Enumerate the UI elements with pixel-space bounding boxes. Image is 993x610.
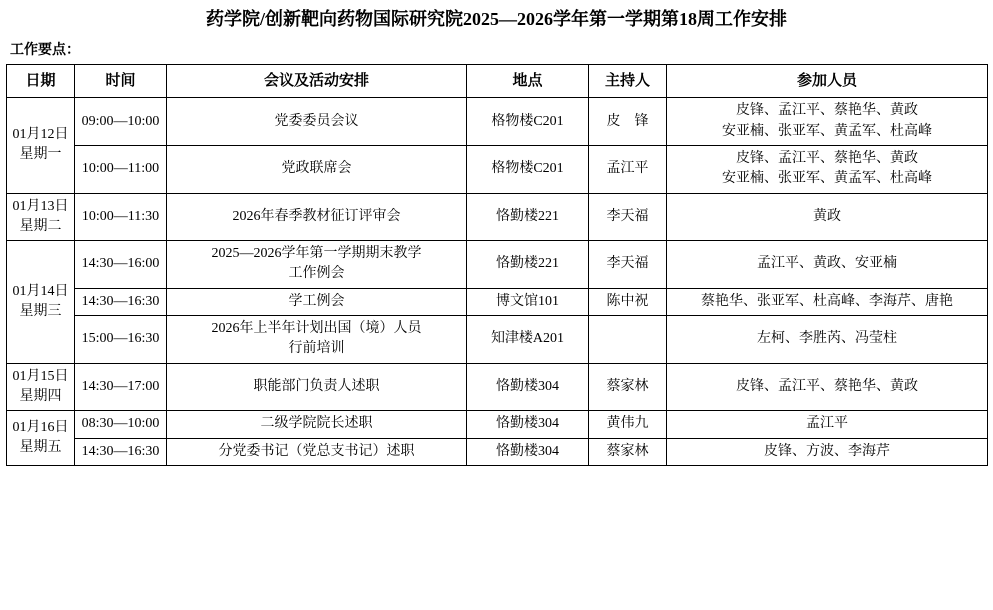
cell-people: 孟江平 xyxy=(667,411,988,438)
cell-date: 01月15日 星期四 xyxy=(7,363,75,411)
cell-meeting: 党委委员会议 xyxy=(167,98,467,146)
cell-people: 蔡艳华、张亚军、杜高峰、李海芹、唐艳 xyxy=(667,288,988,315)
column-header-place: 地点 xyxy=(467,65,589,98)
cell-time: 09:00—10:00 xyxy=(75,98,167,146)
cell-time: 14:30—16:00 xyxy=(75,241,167,289)
cell-time: 15:00—16:30 xyxy=(75,316,167,364)
table-row xyxy=(7,316,988,364)
cell-place: 恪勤楼304 xyxy=(467,438,589,465)
schedule-table xyxy=(6,64,988,465)
cell-host: 黄伟九 xyxy=(589,411,667,438)
cell-host xyxy=(589,316,667,364)
column-header-people: 参加人员 xyxy=(667,65,988,98)
cell-date: 01月13日 星期二 xyxy=(7,193,75,241)
cell-date: 01月16日 星期五 xyxy=(7,411,75,466)
table-row xyxy=(7,438,988,465)
cell-place: 博文馆101 xyxy=(467,288,589,315)
cell-host: 蔡家林 xyxy=(589,438,667,465)
section-label: 工作要点： xyxy=(10,43,80,59)
cell-meeting: 党政联席会 xyxy=(167,145,467,193)
cell-place: 恪勤楼304 xyxy=(467,363,589,411)
table-row xyxy=(7,193,988,241)
column-header-meeting: 会议及活动安排 xyxy=(167,65,467,98)
cell-people: 左柯、李胜芮、冯莹柱 xyxy=(667,316,988,364)
cell-time: 14:30—16:30 xyxy=(75,288,167,315)
cell-meeting: 学工例会 xyxy=(167,288,467,315)
cell-people: 黄政 xyxy=(667,193,988,241)
cell-host: 李天福 xyxy=(589,241,667,289)
cell-time: 10:00—11:30 xyxy=(75,193,167,241)
cell-meeting: 分党委书记（党总支书记）述职 xyxy=(167,438,467,465)
cell-host: 蔡家林 xyxy=(589,363,667,411)
column-header-host: 主持人 xyxy=(589,65,667,98)
table-row xyxy=(7,363,988,411)
cell-meeting: 二级学院院长述职 xyxy=(167,411,467,438)
cell-place: 恪勤楼304 xyxy=(467,411,589,438)
cell-place: 知津楼A201 xyxy=(467,316,589,364)
cell-time: 14:30—16:30 xyxy=(75,438,167,465)
cell-time: 08:30—10:00 xyxy=(75,411,167,438)
cell-place: 格物楼C201 xyxy=(467,98,589,146)
cell-place: 恪勤楼221 xyxy=(467,241,589,289)
table-row xyxy=(7,98,988,146)
cell-time: 10:00—11:00 xyxy=(75,145,167,193)
column-header-date: 日期 xyxy=(7,65,75,98)
cell-host: 李天福 xyxy=(589,193,667,241)
cell-people: 皮锋、孟江平、蔡艳华、黄政 xyxy=(667,363,988,411)
schedule-table-body xyxy=(7,98,988,465)
cell-host: 皮 锋 xyxy=(589,98,667,146)
column-header-time: 时间 xyxy=(75,65,167,98)
cell-people: 皮锋、孟江平、蔡艳华、黄政 安亚楠、张亚军、黄孟军、杜高峰 xyxy=(667,98,988,146)
cell-meeting: 2025—2026学年第一学期期末教学 工作例会 xyxy=(167,241,467,289)
page-title: 药学院/创新靶向药物国际研究院2025—2026学年第一学期第18周工作安排 xyxy=(206,9,787,29)
cell-host: 孟江平 xyxy=(589,145,667,193)
table-row xyxy=(7,288,988,315)
cell-date: 01月14日 星期三 xyxy=(7,241,75,363)
cell-place: 恪勤楼221 xyxy=(467,193,589,241)
table-row xyxy=(7,145,988,193)
table-header-row xyxy=(7,65,988,98)
cell-people: 皮锋、孟江平、蔡艳华、黄政 安亚楠、张亚军、黄孟军、杜高峰 xyxy=(667,145,988,193)
cell-meeting: 2026年上半年计划出国（境）人员 行前培训 xyxy=(167,316,467,364)
cell-people: 皮锋、方波、李海芹 xyxy=(667,438,988,465)
cell-place: 格物楼C201 xyxy=(467,145,589,193)
cell-time: 14:30—17:00 xyxy=(75,363,167,411)
table-row xyxy=(7,241,988,289)
table-row xyxy=(7,411,988,438)
cell-people: 孟江平、黄政、安亚楠 xyxy=(667,241,988,289)
cell-host: 陈中祝 xyxy=(589,288,667,315)
cell-meeting: 职能部门负责人述职 xyxy=(167,363,467,411)
cell-date: 01月12日 星期一 xyxy=(7,98,75,193)
cell-meeting: 2026年春季教材征订评审会 xyxy=(167,193,467,241)
